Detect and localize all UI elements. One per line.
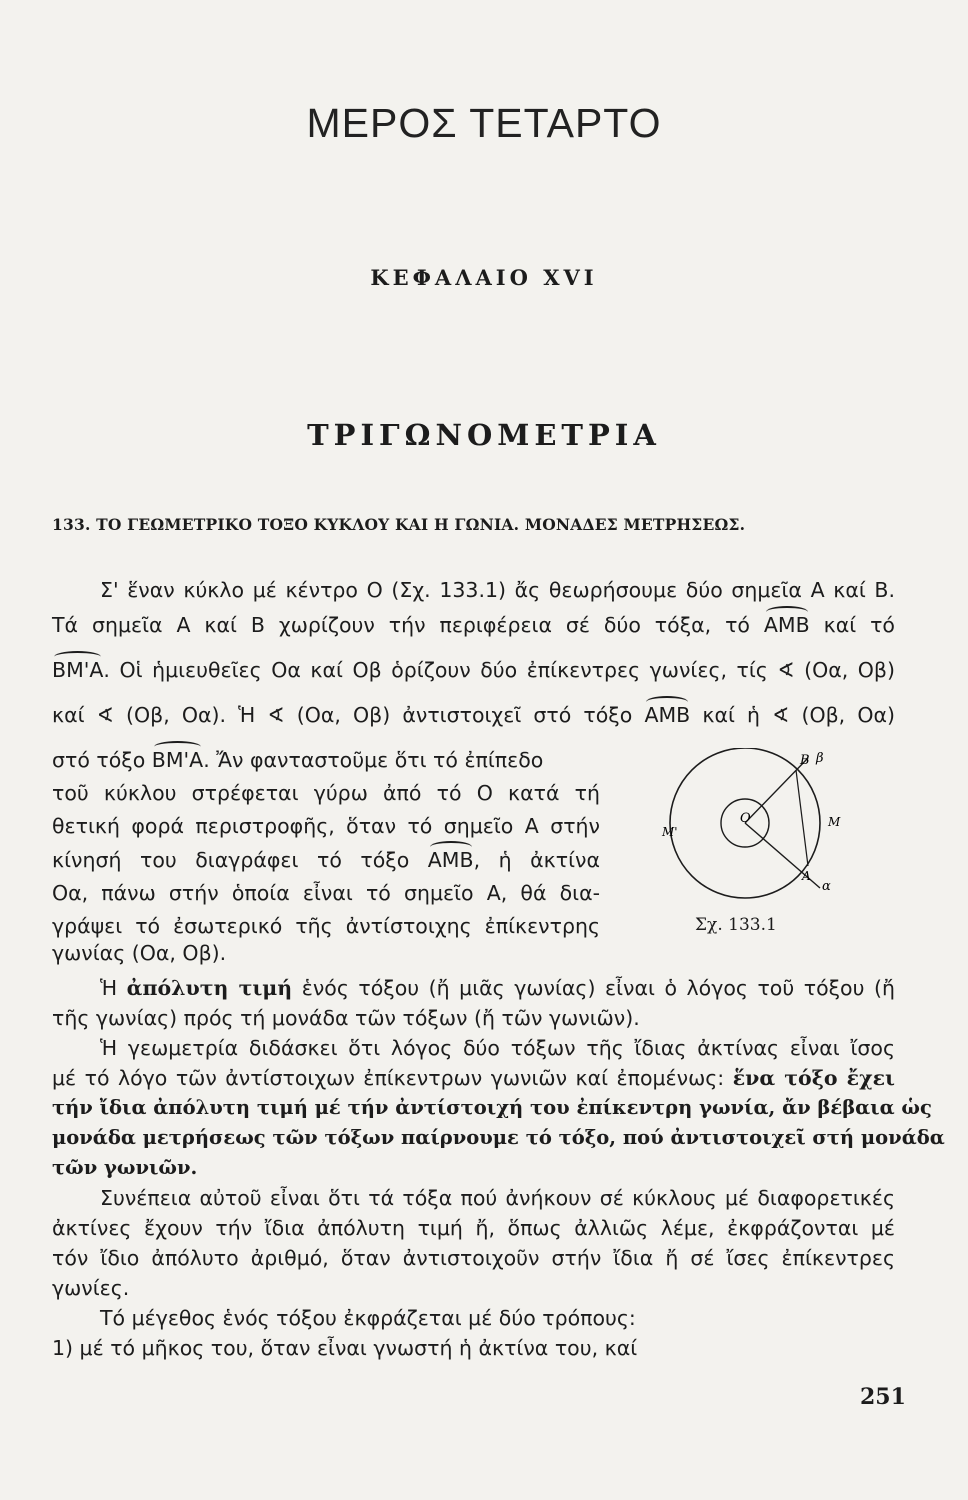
para1-line6: τοῦ κύκλου στρέφεται γύρω ἀπό τό Ο κατά τή [52, 781, 600, 805]
para3-line2-bold: ἕνα τόξο ἔχει [732, 1066, 895, 1090]
para1-line3-text: . Οἱ ἡμιευθεῖες Οα καί Οβ ὁρίζουν δύο ἐπίκεντρες γωνίες, τίς ∢ (Οα, Οβ) [103, 658, 895, 682]
para1-line5 [52, 750, 543, 771]
para3-line3: τήν ἴδια ἀπόλυτη τιμή μέ τήν ἀντίστοιχή του ἐπίκεντρη γωνία, ἄν βέβαια ὡς [52, 1096, 932, 1119]
para4-line1: Συνέπεια αὐτοῦ εἶναι ὅτι τά τόξα πού ἀνήκουν σέ κύκλους μέ διαφορετικές [100, 1186, 895, 1210]
arc-amb-3: ΑΜΒ [427, 848, 474, 872]
label-b: Β [800, 753, 810, 768]
chapter-title: ΚΕΦΑΛΑΙΟ XVI [370, 265, 598, 290]
arc-amb: ΑΜΒ [763, 613, 810, 637]
para5-line1: Τό μέγεθος ἑνός τόξου ἐκφράζεται μέ δύο τρόπους: [100, 1306, 636, 1330]
para1-line9: Οα, πάνω στήν ὁποία εἶναι τό σημεῖο Α, θά δια- [52, 881, 600, 905]
para1-line1: Σ' ἕναν κύκλο μέ κέντρο Ο (Σχ. 133.1) ἄς θεωρήσουμε δύο σημεῖα Α καί Β. [100, 578, 895, 602]
arc-bma-2: ΒΜ'Α [151, 748, 204, 772]
arc-bma: ΒΜ'Α [52, 658, 104, 682]
para2-line1 [100, 978, 895, 999]
para3-line1: Ἡ γεωμετρία διδάσκει ὅτι λόγος δύο τόξων τῆς ἴδιας ἀκτίνας εἶναι ἴσος [100, 1036, 895, 1060]
para1-line3 [52, 660, 895, 681]
circle-figure [660, 748, 860, 938]
para1-line8-text-b: , ἡ ἀκτίνα [473, 848, 600, 872]
para1-line8-text-a: κίνησή του διαγράφει τό τόξο [52, 848, 410, 872]
label-m: Μ [828, 815, 841, 829]
chord-ab [796, 770, 808, 866]
figure-caption: Σχ. 133.1 [695, 915, 777, 935]
para3-line2 [52, 1068, 895, 1089]
para1-line10: γράψει τό ἐσωτερικό τῆς ἀντίστοιχης ἐπίκεντρης [52, 914, 600, 938]
label-a: Α [802, 869, 811, 883]
para1-line11: γωνίας (Οα, Οβ). [52, 941, 227, 965]
label-beta: β [816, 751, 824, 766]
para3-line4: μονάδα μετρήσεως τῶν τόξων παίρνουμε τό τόξο, πού ἀντιστοιχεῖ στή μονάδα [52, 1126, 945, 1149]
para5-line2: 1) μέ τό μῆκος του, ὅταν εἶναι γνωστή ἡ ἀκτίνα του, καί [52, 1336, 638, 1360]
part-title: ΜΕΡΟΣ ΤΕΤΑΡΤΟ [306, 100, 662, 146]
label-alpha: α [822, 879, 831, 894]
para3-line5: τῶν γωνιῶν. [52, 1156, 198, 1179]
para4-line4: γωνίες. [52, 1276, 130, 1300]
label-o: Ο [740, 811, 751, 826]
para1-line5-text-b: . Ἄν φανταστοῦμε ὅτι τό ἐπίπεδο [203, 748, 544, 772]
para4-line2: ἀκτίνες ἔχουν τήν ἴδια ἀπόλυτη τιμή ἤ, ὅπως ἀλλιῶς λέμε, ἐκφράζονται μέ [52, 1216, 895, 1240]
para3-line2-text: μέ τό λόγο τῶν ἀντίστοιχων ἐπίκεντρων γωνιῶν καί ἐπομένως: [52, 1066, 725, 1090]
para2-text-c: ἑνός τόξου (ἤ μιᾶς γωνίας) εἶναι ὁ λόγος τοῦ τόξου (ἤ [292, 976, 895, 1000]
para1-line5-text-a: στό τόξο [52, 748, 146, 772]
para1-line4-text-b: καί ἡ ∢ (Οβ, Οα) [702, 703, 895, 727]
section-heading: 133. ΤΟ ΓΕΩΜΕΤΡΙΚΟ ΤΟΞΟ ΚΥΚΛΟΥ ΚΑΙ Η ΓΩΝΙΑ. ΜΟΝΑΔΕΣ ΜΕΤΡΗΣΕΩΣ. [52, 515, 746, 534]
para2-text-a: Ἡ [100, 976, 127, 1000]
para2-term: ἀπόλυτη τιμή [126, 976, 293, 1000]
para1-line8 [52, 850, 600, 871]
para1-line2-text-a: Τά σημεῖα Α καί Β χωρίζουν τήν περιφέρεια σέ δύο τόξα, τό [52, 613, 750, 637]
para1-line4 [52, 705, 895, 726]
para1-line7: θετική φορά περιστροφῆς, ὅταν τό σημεῖο Α στήν [52, 814, 600, 838]
subject-title: ΤΡΙΓΩΝΟΜΕΤΡΙΑ [307, 418, 661, 452]
page-number: 251 [860, 1384, 906, 1410]
label-m-prime: Μ' [662, 825, 678, 839]
para1-line4-text-a: καί ∢ (Οβ, Οα). Ἡ ∢ (Οα, Οβ) ἀντιστοιχεῖ στό τόξο [52, 703, 633, 727]
arc-amb-2: ΑΜΒ [644, 703, 691, 727]
para1-line2 [52, 615, 895, 636]
para2-line2: τῆς γωνίας) πρός τή μονάδα τῶν τόξων (ἤ τῶν γωνιῶν). [52, 1006, 640, 1030]
para4-line3: τόν ἴδιο ἀπόλυτο ἀριθμό, ὅταν ἀντιστοιχοῦν στήν ἴδια ἤ σέ ἴσες ἐπίκεντρες [52, 1246, 895, 1270]
para1-line2-text-b: καί τό [823, 613, 895, 637]
